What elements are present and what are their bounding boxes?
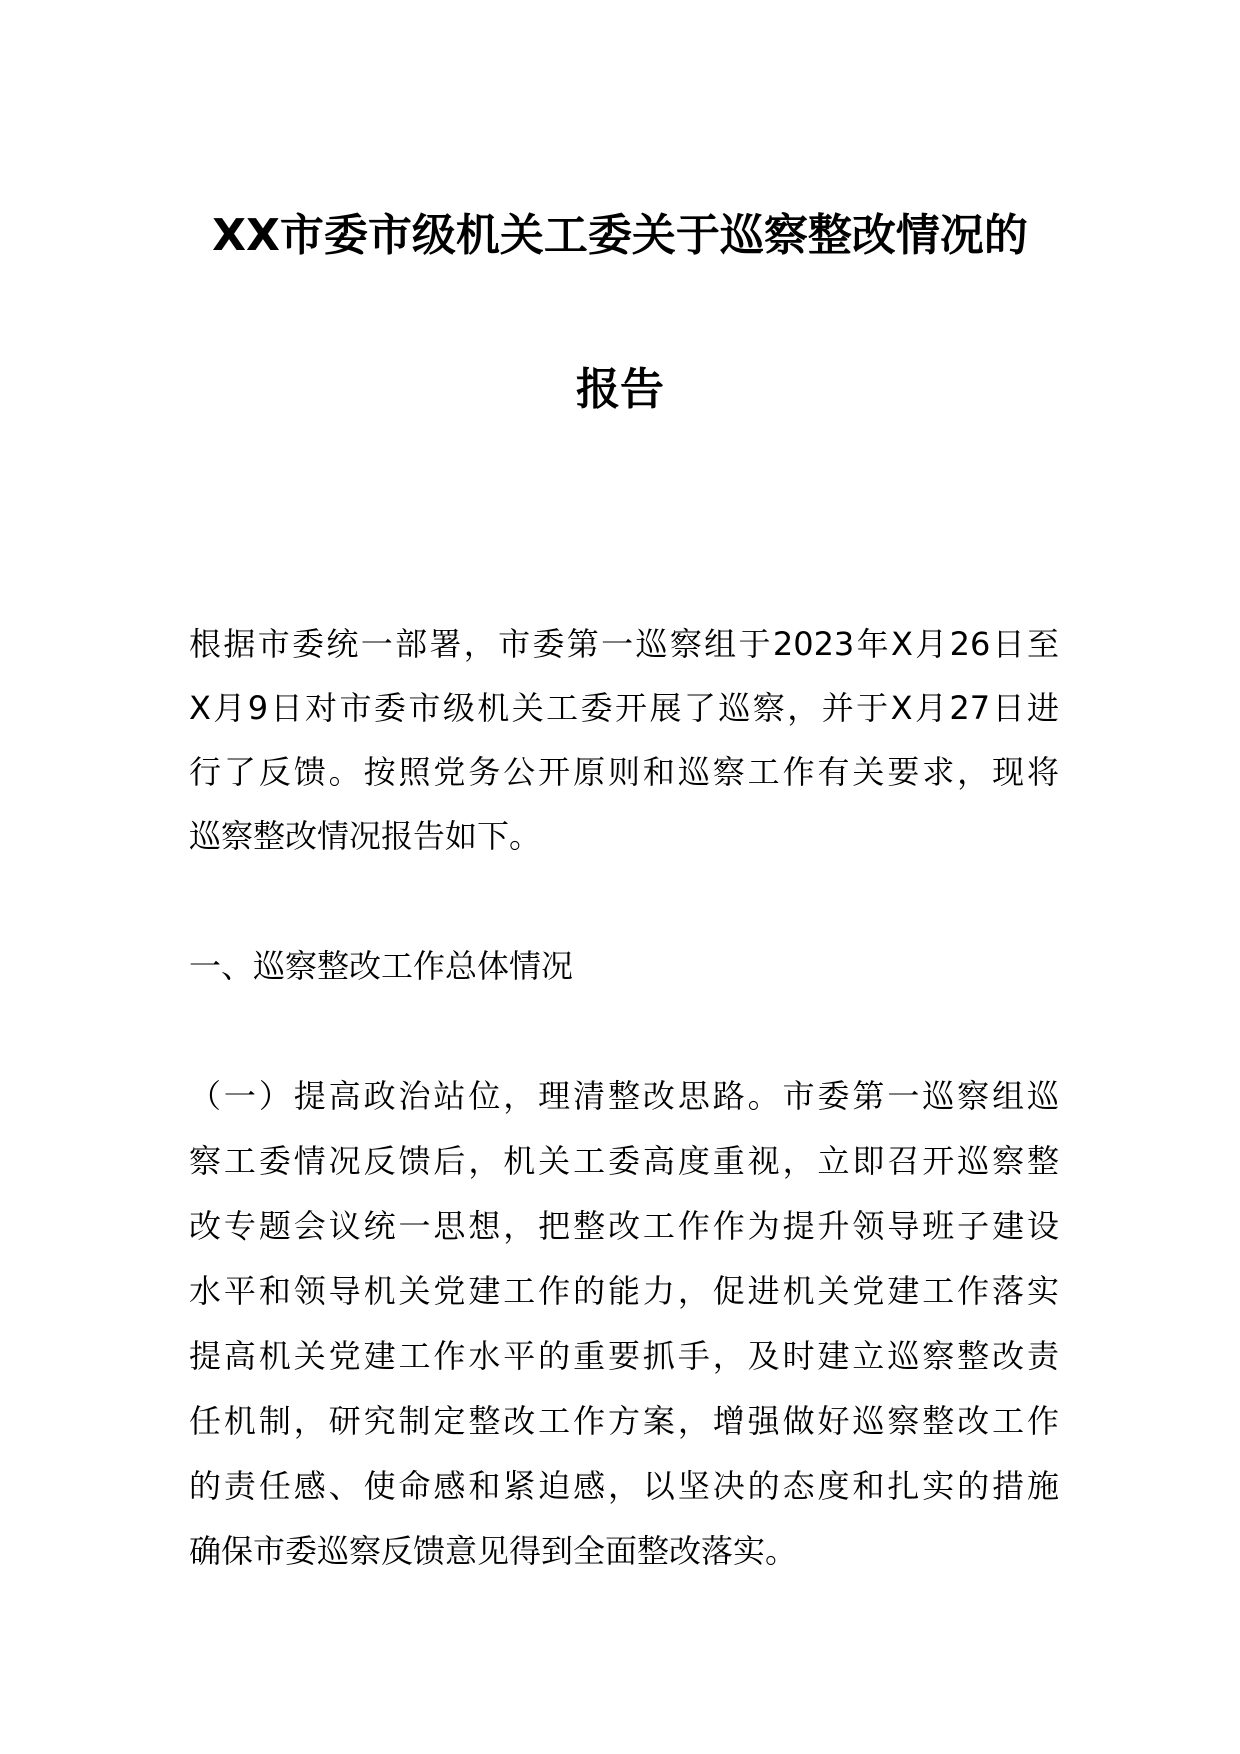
sub-paragraph-line: 提高机关党建工作水平的重要抓手，及时建立巡察整改责 xyxy=(189,1337,1059,1375)
intro-paragraph-line: 巡察整改情况报告如下。 xyxy=(189,817,542,855)
section-heading: 一、巡察整改工作总体情况 xyxy=(189,947,574,985)
sub-paragraph-line: 确保市委巡察反馈意见得到全面整改落实。 xyxy=(189,1532,798,1570)
sub-paragraph-line: 察工委情况反馈后，机关工委高度重视，立即召开巡察整 xyxy=(189,1142,1059,1180)
sub-paragraph-line: 水平和领导机关党建工作的能力，促进机关党建工作落实 xyxy=(189,1272,1059,1310)
sub-paragraph-line: 改专题会议统一思想，把整改工作作为提升领导班子建设 xyxy=(189,1207,1059,1245)
document-title-line-1: XX市委市级机关工委关于巡察整改情况的 xyxy=(212,210,1028,261)
sub-paragraph-line: 的责任感、使命感和紧迫感，以坚决的态度和扎实的措施 xyxy=(189,1467,1059,1505)
intro-paragraph-line: 根据市委统一部署，市委第一巡察组于2023年X月26日至 xyxy=(189,625,1059,663)
document-title-line-2: 报告 xyxy=(576,364,664,415)
sub-paragraph-line: （一）提高政治站位，理清整改思路。市委第一巡察组巡 xyxy=(189,1077,1059,1115)
intro-paragraph-line: 行了反馈。按照党务公开原则和巡察工作有关要求，现将 xyxy=(189,753,1059,791)
intro-paragraph-line: X月9日对市委市级机关工委开展了巡察，并于X月27日进 xyxy=(189,689,1059,727)
sub-paragraph-line: 任机制，研究制定整改工作方案，增强做好巡察整改工作 xyxy=(189,1402,1059,1440)
